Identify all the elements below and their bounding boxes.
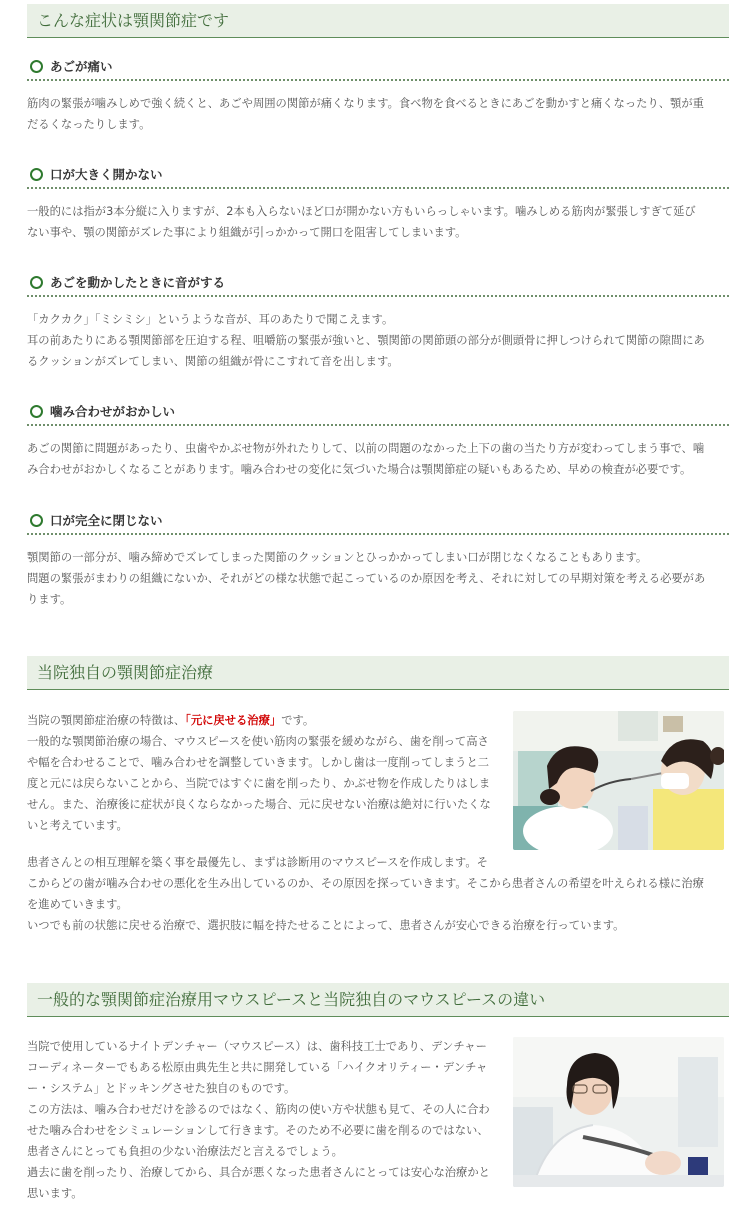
symptom-text-line: ない事や、顎の関節がズレた事により組織が引っかかって開口を阻害してしまいます。 xyxy=(27,226,467,239)
original-text-line: や幅を合わせることで、噛み合わせを調整していきます。しかし歯は一度削ってしまうと二 xyxy=(27,756,490,769)
intro-text: 当院の顎関節症治療の特徴は、 xyxy=(27,714,186,727)
symptom-text-line: ります。 xyxy=(27,593,72,606)
treatment-photo xyxy=(513,711,724,850)
treatment-photo-image xyxy=(513,711,724,850)
symptom-heading xyxy=(27,56,729,81)
section-title-original: 当院独自の顎関節症治療 xyxy=(27,656,729,690)
circle-bullet-icon xyxy=(30,60,43,73)
symptom-text-line: 顎関節の一部分が、噛み締めでズレてしまった関節のクッションとひっかかってしまい口が閉じなくなることもあります。 xyxy=(27,551,648,564)
circle-bullet-icon xyxy=(30,168,43,181)
symptom-text-line: 筋肉の緊張が噛みしめで強く続くと、あごや周囲の関節が痛くなります。食べ物を食べるときにあごを動かすと痛くなったり、顎が重 xyxy=(27,97,704,110)
symptom-text-line: だるくなったりします。 xyxy=(27,118,151,131)
mouthpiece-text-line: 患者さんにとっても負担の少ない治療法だと言えるでしょう。 xyxy=(27,1145,343,1158)
original-text-line: 一般的な顎関節治療の場合、マウスピースを使い筋肉の緊張を緩めながら、歯を削って高さ xyxy=(27,735,489,748)
symptom-item xyxy=(27,164,729,243)
symptom-heading xyxy=(27,510,729,535)
mouthpiece-text-line: せた噛み合わせをシミュレーションして行きます。そのため不必要に歯を削るのではない、 xyxy=(27,1124,489,1137)
technician-photo xyxy=(513,1037,724,1187)
symptom-text-line: み合わせがおかしくなることがあります。噛み合わせの変化に気づいた場合は顎関節症の疑いもあるため、早めの検査が必要です。 xyxy=(27,463,692,476)
mouthpiece-text-line: 過去に歯を削ったり、治療してから、具合が悪くなった患者さんにとっては安心な治療かと xyxy=(27,1166,490,1179)
symptom-heading xyxy=(27,272,729,297)
section-title-mouthpiece: 一般的な顎関節症治療用マウスピースと当院独自のマウスピースの違い xyxy=(27,983,729,1017)
symptom-text-line: 耳の前あたりにある顎関節部を圧迫する程、咀嚼筋の緊張が強いと、顎関節の関節頭の部分が側頭骨に押しつけられて関節の隙間にあ xyxy=(27,334,705,347)
intro-text-end: です。 xyxy=(281,714,315,727)
mouthpiece-text-line: この方法は、噛み合わせだけを診るのではなく、筋肉の使い方や状態も見て、その人に合わ xyxy=(27,1103,490,1116)
section-original-treatment xyxy=(27,656,729,690)
symptom-text-line: あごの関節に問題があったり、虫歯やかぶせ物が外れたりして、以前の問題のなかった上下の歯の当たり方が変わってしまう事で、噛 xyxy=(27,442,705,455)
symptom-heading-label: 噛み合わせがおかしい xyxy=(50,404,176,419)
section-title-symptoms: こんな症状は顎関節症です xyxy=(27,4,729,38)
symptom-text-line: るクッションがズレてしまい、関節の組織が骨にこすれて音を出します。 xyxy=(27,355,399,368)
original-text-line: せん。また、治療後に症状が良くならなかった場合、元に戻せない治療は絶対に行いたくな xyxy=(27,798,491,811)
original-text-line: こからどの歯が噛み合わせの悪化を生み出しているのか、その原因を探っていきます。そこから患者さんの希望を叶えられる様に治療 xyxy=(27,877,704,890)
symptom-text-line: 「カクカク」「ミシミシ」というような音が、耳のあたりで聞こえます。 xyxy=(27,313,394,326)
symptom-item xyxy=(27,510,729,610)
symptom-heading xyxy=(27,401,729,426)
technician-photo-image xyxy=(513,1037,724,1187)
symptom-heading xyxy=(27,164,729,189)
symptom-item xyxy=(27,401,729,480)
original-text-line: いつでも前の状態に戻せる治療で、選択肢に幅を持たせることによって、患者さんが安心できる治療を行っています。 xyxy=(27,919,625,932)
symptom-text-line: 一般的には指が3本分縦に入りますが、2本も入らないほど口が開かない方もいらっしゃいます。噛みしめる筋肉が緊張しすぎて延び xyxy=(27,205,696,218)
section-mouthpiece xyxy=(27,983,729,1017)
original-text-b xyxy=(27,852,729,936)
section-symptoms xyxy=(27,4,729,38)
mouthpiece-text-line: ー・システム」とドッキングさせた独自のものです。 xyxy=(27,1082,296,1095)
symptom-text-line: 問題の緊張がまわりの組織にないか、それがどの様な状態で起こっているのか原因を考え、それに対しての早期対策を考える必要があ xyxy=(27,572,706,585)
mouthpiece-text-line: 当院で使用しているナイトデンチャー（マウスピース）は、歯科技工士であり、デンチャー xyxy=(27,1040,487,1053)
original-text-line: 度と元には戻らないことから、当院ではすぐに歯を削ったり、かぶせ物を作成したりはしま xyxy=(27,777,491,790)
original-text-line: を進めていきます。 xyxy=(27,898,128,911)
symptom-heading-label: あごを動かしたときに音がする xyxy=(50,275,226,290)
symptom-item xyxy=(27,272,729,372)
circle-bullet-icon xyxy=(30,405,43,418)
original-text-a xyxy=(27,710,511,836)
original-text-line: いと考えています。 xyxy=(27,819,128,832)
circle-bullet-icon xyxy=(30,276,43,289)
original-text-line: 患者さんとの相互理解を築く事を最優先し、まずは診断用のマウスピースを作成します。そ xyxy=(27,856,488,869)
symptom-heading-label: 口が大きく開かない xyxy=(50,167,163,182)
mouthpiece-text xyxy=(27,1036,511,1204)
symptom-item xyxy=(27,56,729,135)
original-intro xyxy=(27,710,511,731)
symptom-heading-label: 口が完全に閉じない xyxy=(50,513,163,528)
mouthpiece-text-line: コーディネーターでもある松原由典先生と共に開発している「ハイクオリティー・デンチャ xyxy=(27,1061,488,1074)
circle-bullet-icon xyxy=(30,514,43,527)
mouthpiece-text-line: 思います。 xyxy=(27,1187,83,1200)
highlight-text: 「元に戻せる治療」 xyxy=(185,714,282,727)
symptom-heading-label: あごが痛い xyxy=(50,59,113,74)
